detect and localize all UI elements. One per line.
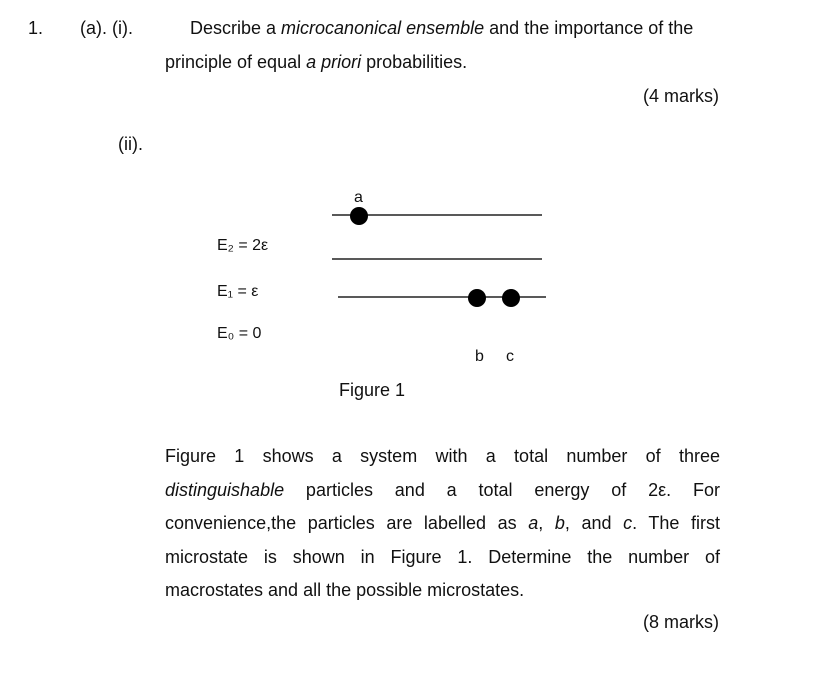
particle-label-a: a — [354, 189, 363, 206]
energy-label-e0: E₀ = 0 — [217, 325, 262, 342]
particle-c-dot — [502, 289, 520, 307]
subpart-paragraph — [165, 440, 720, 608]
particle-a-dot — [350, 207, 368, 225]
particle-b-dot — [468, 289, 486, 307]
energy-label-e1: E₁ = ε — [217, 283, 259, 300]
question-marks: (4 marks) — [643, 86, 719, 106]
subpart-label: (ii). — [118, 134, 143, 154]
question-part-label: (a). (i). — [80, 18, 133, 38]
particle-label-b: b — [475, 348, 484, 365]
question-text-line-2: principle of equal a priori probabilities. — [165, 52, 468, 72]
paragraph-line-5: macrostates and all the possible microstates. — [165, 580, 525, 600]
paragraph-line-2: distinguishable particles and a total energy of 2ε. For — [165, 479, 720, 500]
question-text-line-1: Describe a microcanonical ensemble and the importance of the — [190, 18, 694, 38]
particle-label-c: c — [506, 348, 514, 365]
subpart-marks: (8 marks) — [643, 612, 719, 632]
question-number: 1. — [28, 18, 44, 38]
energy-label-e2: E₂ = 2ε — [217, 237, 269, 254]
paragraph-line-4: microstate is shown in Figure 1. Determine the number of — [165, 546, 720, 567]
paragraph-line-3: convenience,the particles are labelled as a, b, and c. The first — [165, 513, 720, 533]
figure-caption: Figure 1 — [339, 380, 406, 400]
paragraph-line-1: Figure 1 shows a system with a total number of three — [165, 446, 720, 466]
